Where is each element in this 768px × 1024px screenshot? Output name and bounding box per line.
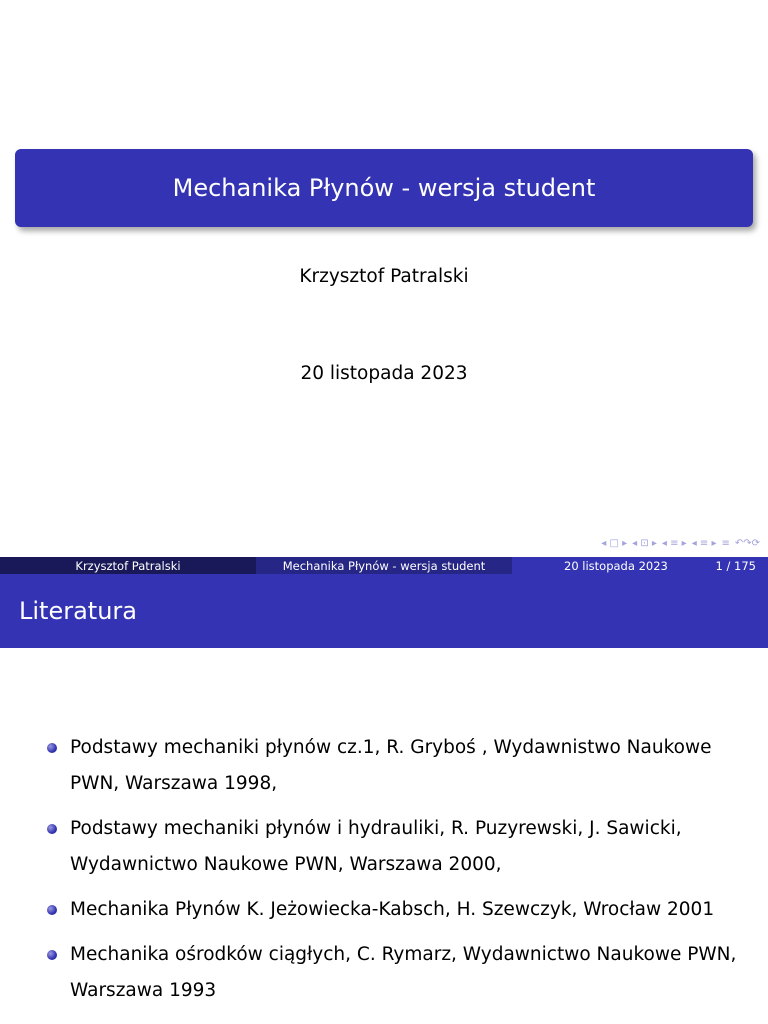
literature-slide xyxy=(0,574,768,1024)
beamer-navigation-bar xyxy=(601,537,760,551)
frame-title-bar xyxy=(0,574,768,648)
presentation-date: 20 listopada 2023 xyxy=(300,363,468,384)
footer-date: 20 listopada 2023 xyxy=(564,558,668,573)
list-item xyxy=(0,811,768,883)
bullet-icon xyxy=(47,824,57,834)
list-item xyxy=(0,730,768,802)
list-item xyxy=(0,937,768,1009)
footer-author: Krzysztof Patralski xyxy=(75,558,181,573)
presentation-title: Mechanika Płynów - wersja student xyxy=(172,174,596,202)
footer-title: Mechanika Płynów - wersja student xyxy=(282,558,486,573)
list-item-text: Podstawy mechaniki płynów i hydrauliki, R. Puzyrewski, J. Sawicki, Wydawnictwo Naukowe PWN, Warszawa 2000, xyxy=(70,818,682,875)
frame-title: Literatura xyxy=(19,597,137,625)
list-item xyxy=(0,892,768,928)
nav-subsection-icon[interactable]: ◂ ≡ ▸ xyxy=(661,538,687,549)
nav-search-icon[interactable]: ↶↷⟳ xyxy=(734,538,760,549)
footer-page-number: 1 / 175 xyxy=(715,558,756,573)
nav-slide-icon[interactable]: ◂ □ ▸ xyxy=(601,538,628,549)
bullet-icon xyxy=(47,905,57,915)
title-box xyxy=(15,149,753,227)
list-item-text: Podstawy mechaniki płynów cz.1, R. Gryboś , Wydawnistwo Naukowe PWN, Warszawa 1998, xyxy=(70,737,712,794)
footer-date-segment xyxy=(512,557,768,574)
footer-author-segment xyxy=(0,557,256,574)
slide-footer xyxy=(0,557,768,574)
nav-section-icon[interactable]: ◂ ≡ ▸ xyxy=(691,538,717,549)
author-name: Krzysztof Patralski xyxy=(299,266,469,287)
footer-title-segment xyxy=(256,557,512,574)
bullet-icon xyxy=(47,743,57,753)
nav-frame-icon[interactable]: ◂ ⊡ ▸ xyxy=(632,538,657,549)
literature-list xyxy=(0,730,768,1018)
nav-document-icon[interactable]: ≡ xyxy=(721,538,730,549)
bullet-icon xyxy=(47,950,57,960)
list-item-text: Mechanika Płynów K. Jeżowiecka-Kabsch, H. Szewczyk, Wrocław 2001 xyxy=(70,899,715,920)
list-item-text: Mechanika ośrodków ciągłych, C. Rymarz, Wydawnictwo Naukowe PWN, Warszawa 1993 xyxy=(70,944,737,1001)
